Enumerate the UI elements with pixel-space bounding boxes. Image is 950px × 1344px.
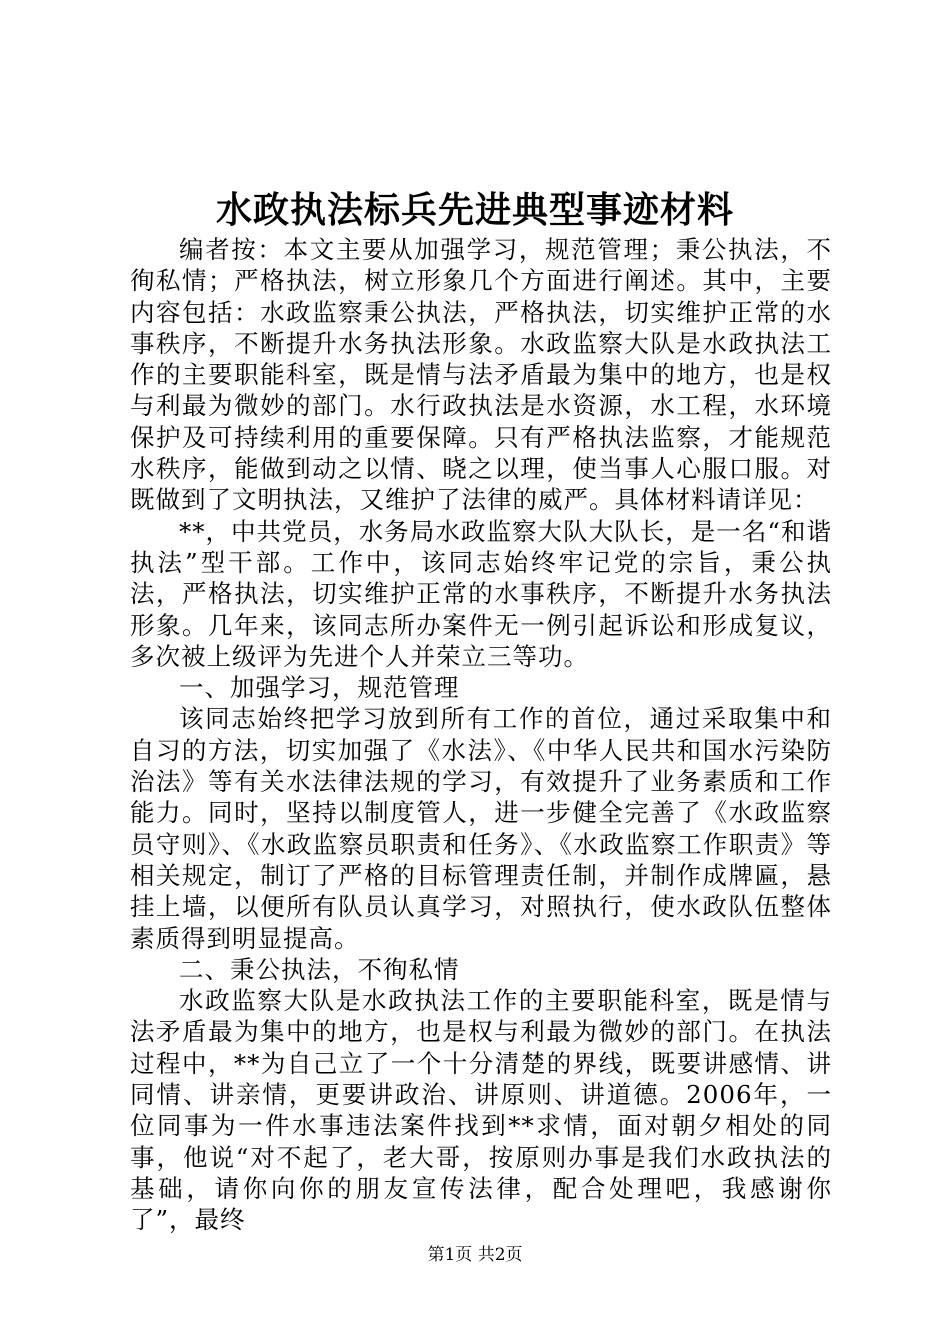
document-body [130,234,832,1236]
section-1-paragraph: 该同志始终把学习放到所有工作的首位，通过采取集中和自习的方法，切实加强了《水法》、《中华人民共和国水污染防治法》等有关水法律法规的学习，有效提升了业务素质和工作能力。同时，坚持以制度管人，进一步健全完善了《水政监察员守则》、《水政监察员职责和任务》、《水政监察工作职责》等相关规定，制订了严格的目标管理责任制，并制作成牌匾，悬挂上墙，以便所有队员认真学习，对照执行，使水政队伍整体素质得到明显提高。 [130,704,832,953]
intro-paragraph: **，中共党员，水务局水政监察大队大队长，是一名“和谐执法”型干部。工作中，该同志始终牢记党的宗旨，秉公执法，严格执法，切实维护正常的水事秩序，不断提升水务执法形象。几年来，该同志所办案件无一例引起诉讼和形成复议，多次被上级评为先进个人并荣立三等功。 [130,516,832,671]
editor-note-paragraph: 编者按：本文主要从加强学习，规范管理；秉公执法，不徇私情；严格执法，树立形象几个方面进行阐述。其中，主要内容包括：水政监察秉公执法，严格执法，切实维护正常的水事秩序，不断提升水务执法形象。水政监察大队是水政执法工作的主要职能科室，既是情与法矛盾最为集中的地方，也是权与利最为微妙的部门。水行政执法是水资源，水工程，水环境保护及可持续利用的重要保障。只有严格执法监察，才能规范水秩序，能做到动之以情、晓之以理，使当事人心服口服。对既做到了文明执法，又维护了法律的威严。具体材料请详见： [130,235,832,515]
section-2-paragraph: 水政监察大队是水政执法工作的主要职能科室，既是情与法矛盾最为集中的地方，也是权与利最为微妙的部门。在执法过程中，**为自己立了一个十分清楚的界线，既要讲感情、讲同情、讲亲情，更要讲政治、讲原则、讲道德。2006年，一位同事为一件水事违法案件找到**求情，面对朝夕相处的同事，他说“对不起了，老大哥，按原则办事是我们水政执法的基础，请你向你的朋友宣传法律，配合处理吧，我感谢你了”，最终 [130,986,832,1235]
section-heading-2: 二、秉公执法，不徇私情 [179,954,460,984]
page-number-footer: 第1页 共2页 [427,1245,523,1265]
document-title: 水政执法标兵先进典型事迹材料 [215,189,734,231]
section-heading-1: 一、加强学习，规范管理 [179,673,460,703]
